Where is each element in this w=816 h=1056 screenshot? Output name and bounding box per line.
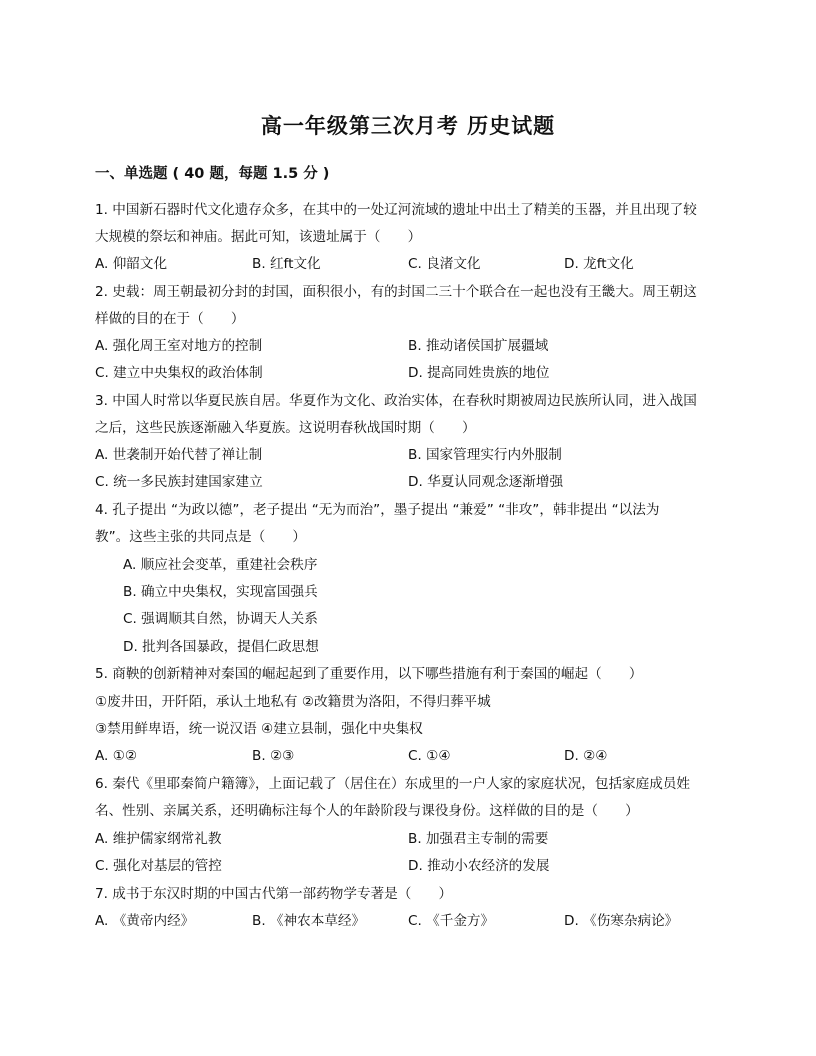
question-6-option-a: A. 维护儒家纲常礼教 [95,831,222,847]
question-5-option-d: D. ②④ [564,748,608,764]
question-4-option-c: C. 强调顺其自然，协调天人关系 [123,611,318,627]
question-3-stem-line-2: 之后，这些民族逐渐融入华夏族。这说明春秋战国时期（ ） [95,420,476,436]
question-2-option-d: D. 提高同姓贵族的地位 [408,365,550,381]
question-7-option-d: D. 《伤寒杂病论》 [564,913,679,929]
question-2-stem-line-2: 样做的目的在于（ ） [95,311,245,327]
question-7-option-a: A. 《黄帝内经》 [95,913,195,929]
question-1-option-d: D. 龙ft文化 [564,256,634,272]
question-2-option-b: B. 推动诸侯国扩展疆域 [408,338,549,354]
section-heading: 一、单选题 ( 40 题，每题 1.5 分 ) [95,166,330,182]
question-7-option-c: C. 《千金方》 [408,913,495,929]
question-2-stem-line-1: 2. 史载：周王朝最初分封的封国，面积很小，有的封国二三十个联合在一起也没有王畿大。周王朝这 [95,284,697,300]
question-2-option-c: C. 建立中央集权的政治体制 [95,365,263,381]
question-6-stem-line-2: 名、性别、亲属关系，还明确标注每个人的年龄阶段与课役身份。这样做的目的是（ ） [95,803,639,819]
question-4-option-b: B. 确立中央集权，实现富国强兵 [123,584,318,600]
question-6-option-c: C. 强化对基层的管控 [95,858,222,874]
question-4-option-a: A. 顺应社会变革，重建社会秩序 [123,557,318,573]
question-4-option-d: D. 批判各国暴政，提倡仁政思想 [123,639,319,655]
question-1-option-a: A. 仰韶文化 [95,256,168,272]
question-5-stem-line-2: ①废井田，开阡陌，承认土地私有 ②改籍贯为洛阳，不得归葬平城 [95,694,491,710]
question-4-stem-line-2: 教”。这些主张的共同点是（ ） [95,529,306,545]
question-5-option-a: A. ①② [95,748,138,764]
question-1-option-b: B. 红ft文化 [252,256,321,272]
question-5-stem-line-1: 5. 商鞅的创新精神对秦国的崛起起到了重要作用，以下哪些措施有利于秦国的崛起（ ） [95,666,643,682]
question-3-option-c: C. 统一多民族封建国家建立 [95,474,263,490]
question-3-option-b: B. 国家管理实行内外服制 [408,447,562,463]
question-1-stem-line-1: 1. 中国新石器时代文化遗存众多，在其中的一处辽河流域的遗址中出土了精美的玉器，并且出现了较 [95,202,697,218]
question-1-stem-line-2: 大规模的祭坛和神庙。据此可知，该遗址属于（ ） [95,229,422,245]
question-7-option-b: B. 《神农本草经》 [252,913,366,929]
question-4-stem-line-1: 4. 孔子提出 “为政以德”，老子提出 “无为而治”，墨子提出 “兼爱” “非攻”，韩非提出 “以法为 [95,502,660,518]
question-3-stem-line-1: 3. 中国人时常以华夏民族自居。华夏作为文化、政治实体，在春秋时期被周边民族所认同，进入战国 [95,393,697,409]
question-5-stem-line-3: ③禁用鲜卑语，统一说汉语 ④建立县制，强化中央集权 [95,721,423,737]
question-7-stem-line-1: 7. 成书于东汉时期的中国古代第一部药物学专著是（ ） [95,886,453,902]
question-3-option-a: A. 世袭制开始代替了禅让制 [95,447,263,463]
question-3-option-d: D. 华夏认同观念逐渐增强 [408,474,564,490]
page-title: 高一年级第三次月考 历史试题 [260,114,556,138]
question-2-option-a: A. 强化周王室对地方的控制 [95,338,263,354]
question-5-option-c: C. ①④ [408,748,451,764]
question-5-option-b: B. ②③ [252,748,295,764]
question-1-option-c: C. 良渚文化 [408,256,481,272]
question-6-stem-line-1: 6. 秦代《里耶秦简户籍簿》，上面记载了（居住在）东成里的一户人家的家庭状况，包括家庭成员姓 [95,776,691,792]
question-6-option-b: B. 加强君主专制的需要 [408,831,549,847]
question-6-option-d: D. 推动小农经济的发展 [408,858,550,874]
